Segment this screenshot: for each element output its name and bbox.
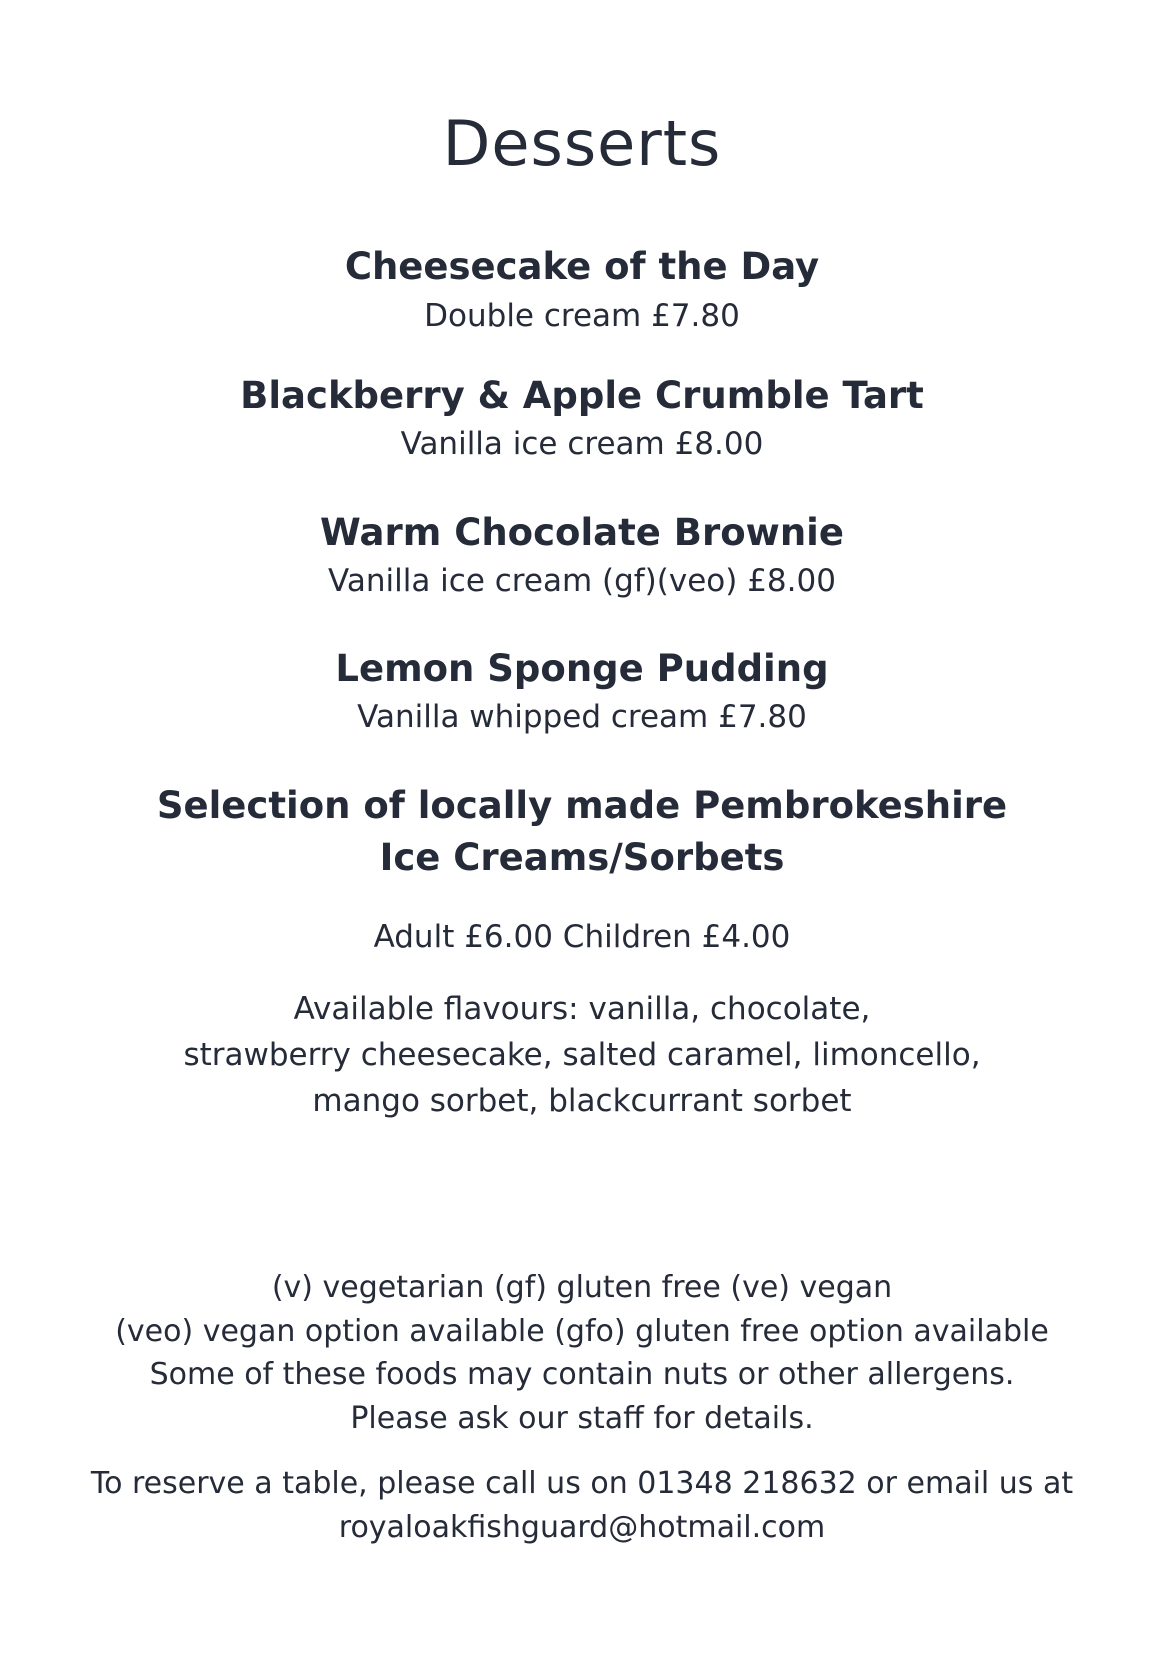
flavours-line: Available flavours: vanilla, chocolate, (293, 991, 871, 1027)
ice-cream-prices: Adult £6.00 Children £4.00 (373, 919, 791, 955)
dietary-key-line: (v) vegetarian (gf) gluten free (ve) vegan (271, 1270, 893, 1305)
menu-item-description: Double cream £7.80 (424, 298, 740, 334)
allergen-notice-line: Please ask our staff for details. (350, 1401, 814, 1436)
allergen-notice-line: Some of these foods may contain nuts or other allergens. (149, 1357, 1015, 1392)
page-title: Desserts (442, 107, 722, 180)
dietary-key-line: (veo) vegan option available (gfo) gluten free option available (115, 1314, 1049, 1349)
reservation-line: To reserve a table, please call us on 01348 218632 or email us at (90, 1466, 1074, 1501)
menu-item-description: Vanilla ice cream £8.00 (400, 426, 764, 462)
menu-item-name: Blackberry & Apple Crumble Tart (240, 374, 924, 417)
menu-item-name: Lemon Sponge Pudding (335, 647, 829, 690)
ice-cream-title-line: Selection of locally made Pembrokeshire (156, 784, 1008, 827)
flavours-line: strawberry cheesecake, salted caramel, limoncello, (183, 1037, 981, 1073)
menu-item-name: Warm Chocolate Brownie (320, 511, 844, 554)
reservation-email: royaloakfishguard@hotmail.com (338, 1510, 826, 1545)
ice-cream-title-line: Ice Creams/Sorbets (379, 836, 785, 879)
menu-item-name: Cheesecake of the Day (344, 245, 820, 288)
menu-item-description: Vanilla whipped cream £7.80 (357, 699, 807, 735)
flavours-line: mango sorbet, blackcurrant sorbet (312, 1083, 852, 1119)
menu-item-description: Vanilla ice cream (gf)(veo) £8.00 (328, 563, 836, 599)
